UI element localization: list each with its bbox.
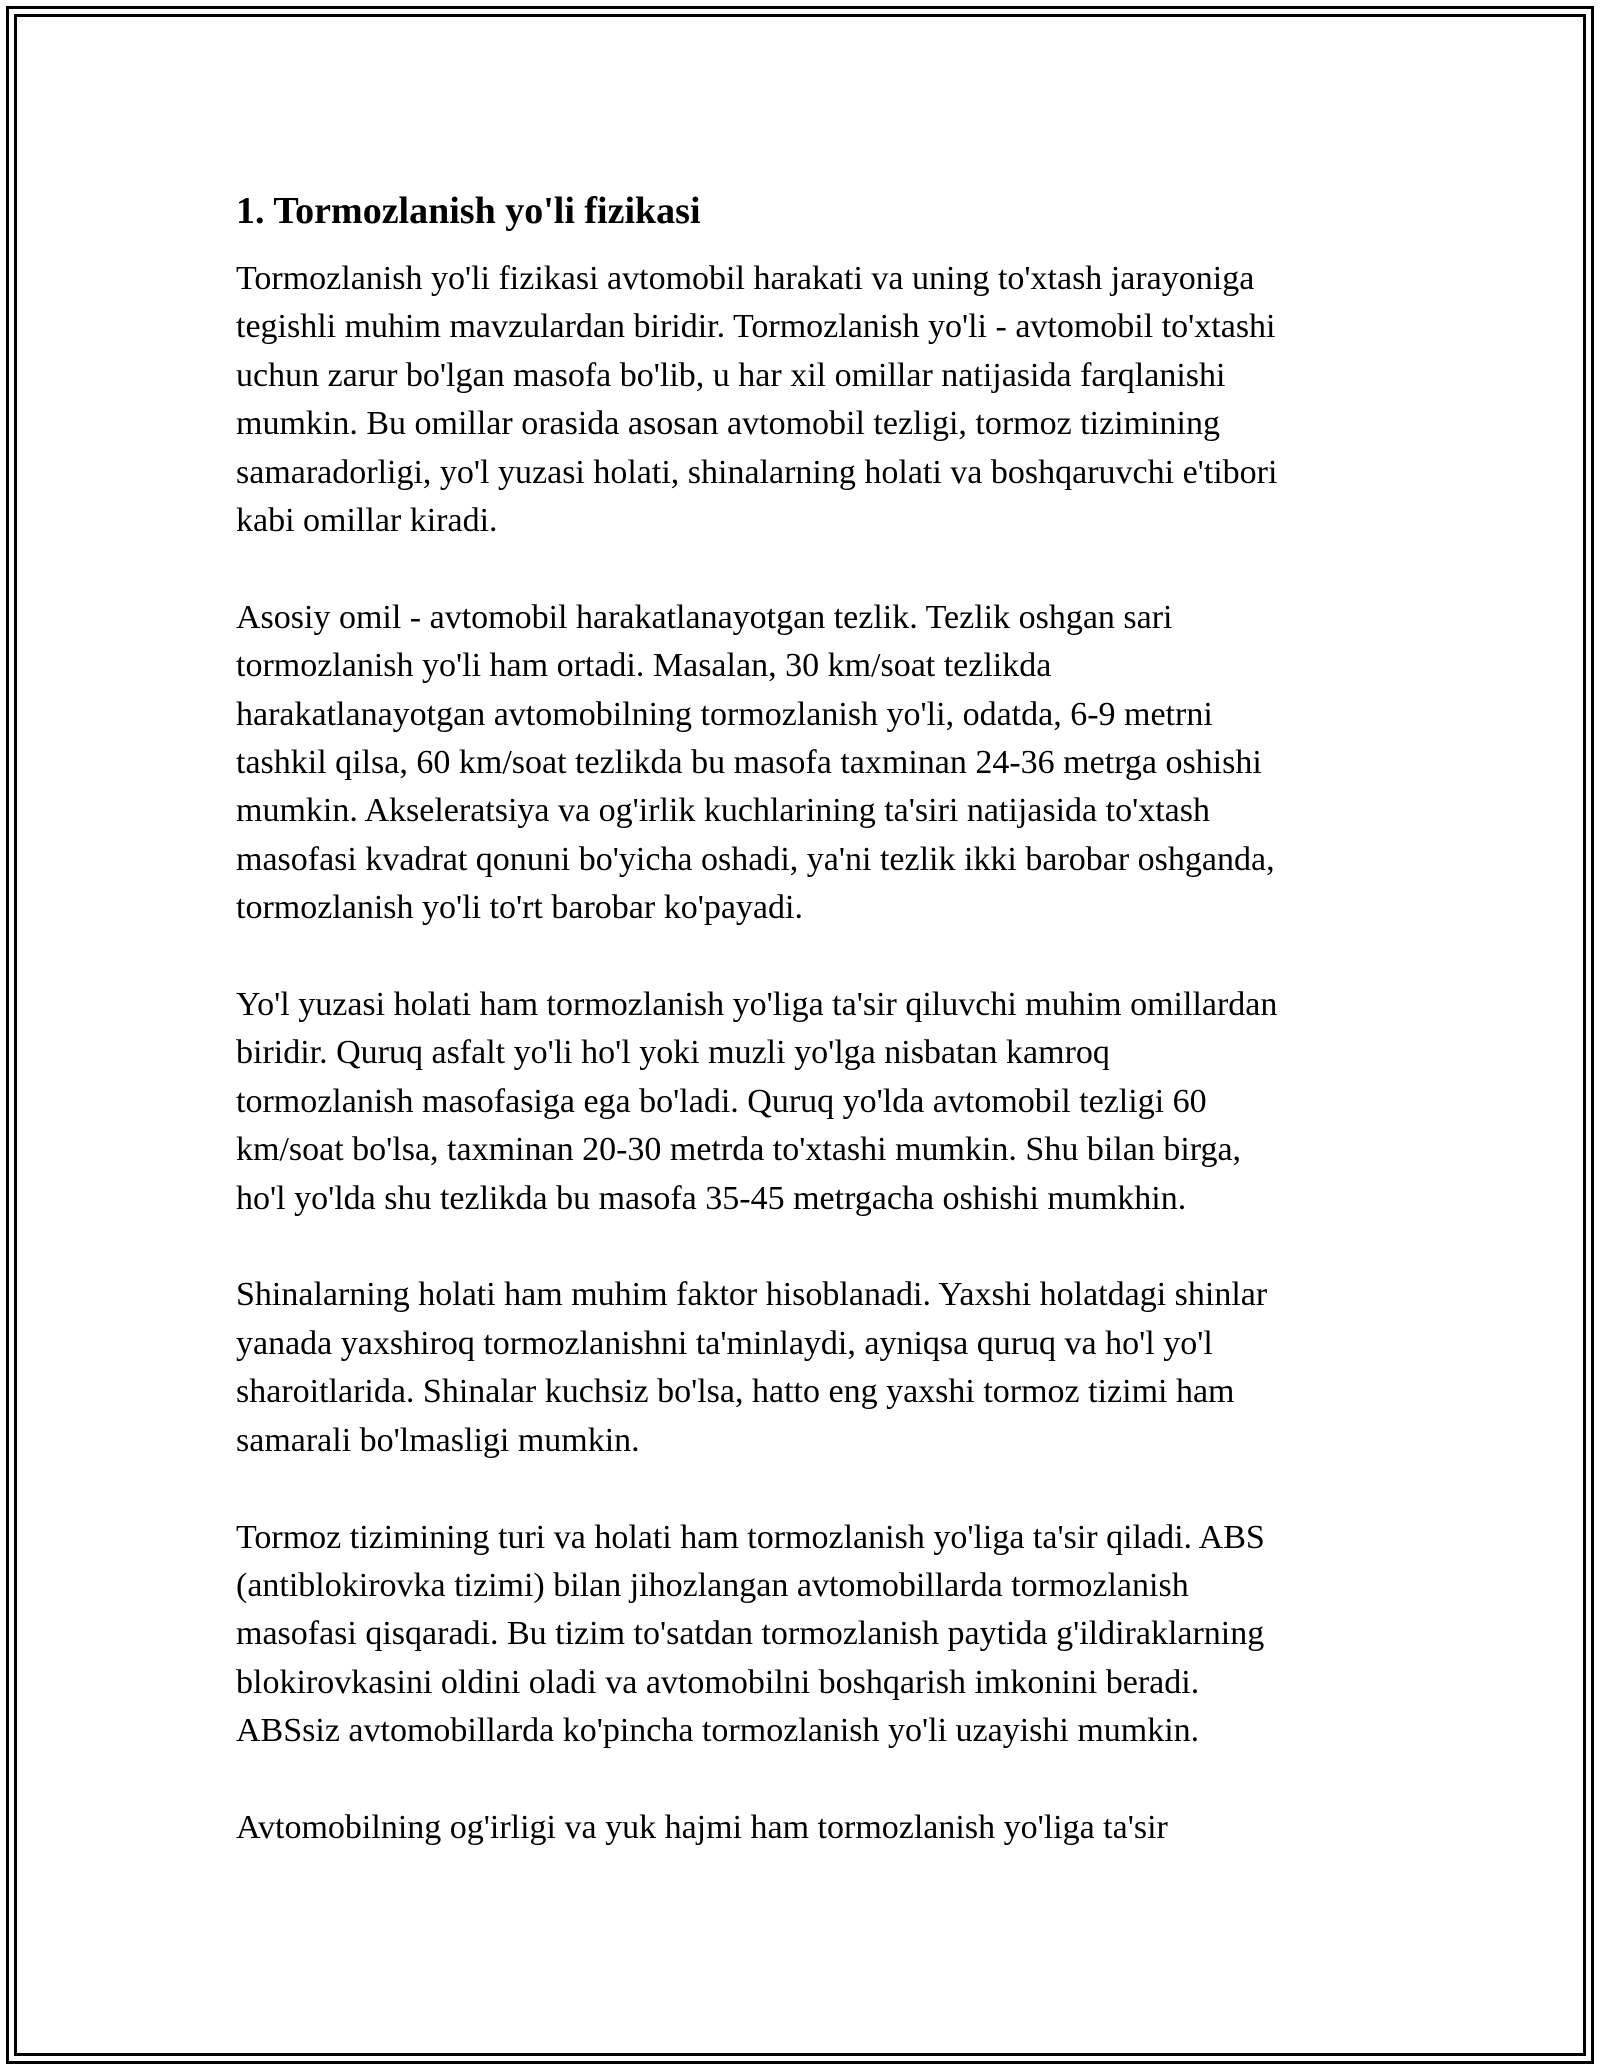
paragraph: [236, 981, 1366, 1223]
text-line: blokirovkasini oldini oladi va avtomobilni boshqarish imkonini beradi.: [236, 1663, 1200, 1701]
text-line: samaradorligi, yo'l yuzasi holati, shinalarning holati va boshqaruvchi e'tibori: [236, 453, 1278, 491]
paragraph-list: [236, 255, 1366, 1852]
text-line: Shinalarning holati ham muhim faktor hisoblanadi. Yaxshi holatdagi shinlar: [236, 1276, 1268, 1314]
text-line: yanada yaxshiroq tormozlanishni ta'minlaydi, ayniqsa quruq va ho'l yo'l: [236, 1324, 1213, 1362]
text-line: ho'l yo'lda shu tezlikda bu masofa 35-45 metrgacha oshishi mumkhin.: [236, 1179, 1187, 1217]
text-line: uchun zarur bo'lgan masofa bo'lib, u har xil omillar natijasida farqlanishi: [236, 356, 1226, 394]
text-line: Yo'l yuzasi holati ham tormozlanish yo'liga ta'sir qiluvchi muhim omillardan: [236, 986, 1278, 1024]
text-line: tashkil qilsa, 60 km/soat tezlikda bu masofa taxminan 24-36 metrga oshishi: [236, 744, 1262, 782]
text-line: tormozlanish yo'li ham ortadi. Masalan, 30 km/soat tezlikda: [236, 647, 1052, 685]
text-line: kabi omillar kiradi.: [236, 502, 498, 540]
paragraph: [236, 1514, 1366, 1756]
text-line: tegishli muhim mavzulardan biridir. Tormozlanish yo'li - avtomobil to'xtashi: [236, 308, 1276, 346]
text-line: sharoitlarida. Shinalar kuchsiz bo'lsa, hatto eng yaxshi tormoz tizimi ham: [236, 1373, 1235, 1411]
document-body: [236, 185, 1366, 1901]
paragraph: [236, 255, 1366, 545]
section-heading: 1. Tormozlanish yo'li fizikasi: [236, 190, 701, 232]
paragraph: [236, 594, 1366, 933]
text-line: samarali bo'lmasligi mumkin.: [236, 1421, 640, 1459]
text-line: harakatlanayotgan avtomobilning tormozlanish yo'li, odatda, 6-9 metrni: [236, 695, 1213, 733]
text-line: masofasi kvadrat qonuni bo'yicha oshadi, ya'ni tezlik ikki barobar oshganda,: [236, 840, 1275, 878]
text-line: biridir. Quruq asfalt yo'li ho'l yoki muzli yo'lga nisbatan kamroq: [236, 1034, 1110, 1072]
text-line: mumkin. Bu omillar orasida asosan avtomobil tezligi, tormoz tizimining: [236, 405, 1220, 443]
text-line: masofasi qisqaradi. Bu tizim to'satdan tormozlanish paytida g'ildiraklarning: [236, 1615, 1265, 1653]
text-line: mumkin. Akseleratsiya va og'irlik kuchlarining ta'siri natijasida to'xtash: [236, 792, 1210, 830]
paragraph: [236, 1271, 1366, 1465]
text-line: Avtomobilning og'irligi va yuk hajmi ham tormozlanish yo'liga ta'sir: [236, 1808, 1168, 1846]
text-line: tormozlanish yo'li to'rt barobar ko'payadi.: [236, 889, 803, 927]
text-line: (antiblokirovka tizimi) bilan jihozlangan avtomobillarda tormozlanish: [236, 1566, 1189, 1604]
paragraph: [236, 1804, 1366, 1852]
text-line: Tormozlanish yo'li fizikasi avtomobil harakati va uning to'xtash jarayoniga: [236, 260, 1255, 297]
text-line: Asosiy omil - avtomobil harakatlanayotgan tezlik. Tezlik oshgan sari: [236, 598, 1173, 636]
text-line: Tormoz tizimining turi va holati ham tormozlanish yo'liga ta'sir qiladi. ABS: [236, 1518, 1265, 1556]
text-line: tormozlanish masofasiga ega bo'ladi. Quruq yo'lda avtomobil tezligi 60: [236, 1082, 1207, 1120]
text-line: km/soat bo'lsa, taxminan 20-30 metrda to'xtashi mumkin. Shu bilan birga,: [236, 1131, 1242, 1169]
text-line: ABSsiz avtomobillarda ko'pincha tormozlanish yo'li uzayishi mumkin.: [236, 1712, 1200, 1750]
